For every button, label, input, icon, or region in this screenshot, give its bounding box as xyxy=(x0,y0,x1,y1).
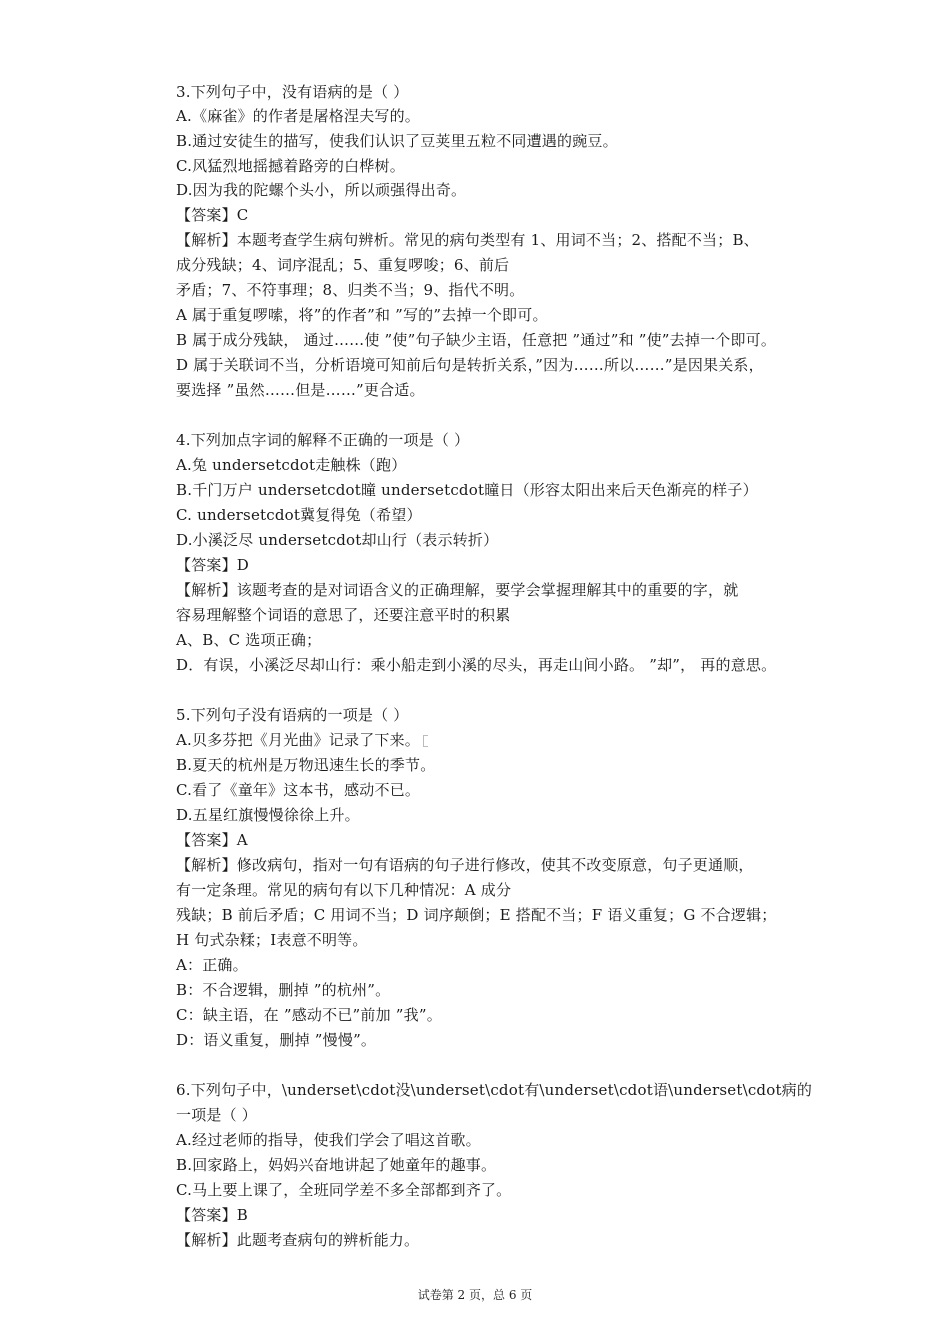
question-3-analysis: D 属于关联词不当，分析语境可知前后句是转折关系，”因为……所以……”是因果关系， xyxy=(176,356,764,374)
question-3-answer: 【答案】C xyxy=(176,206,249,224)
question-3-option-b: B.通过安徒生的描写，使我们认识了豆荚里五粒不同遭遇的豌豆。 xyxy=(176,132,618,150)
question-5-analysis: 有一定条理。常见的病句有以下几种情况：A 成分 xyxy=(176,881,512,899)
question-5-option-a-row xyxy=(176,730,428,750)
question-3-analysis: 要选择 ”虽然……但是……”更合适。 xyxy=(176,381,425,399)
question-6-option-b: B.回家路上，妈妈兴奋地讲起了她童年的趣事。 xyxy=(176,1156,497,1174)
question-6-answer: 【答案】B xyxy=(176,1206,249,1224)
question-5-analysis: H 句式杂糅；I表意不明等。 xyxy=(176,931,368,949)
question-4-option-a: A.兔 undersetcdot走触株（跑） xyxy=(176,456,407,474)
question-5-analysis: A：正确。 xyxy=(176,956,248,974)
question-4-analysis: A、B、C 选项正确； xyxy=(176,631,322,649)
question-6-stem: 一项是（ ） xyxy=(176,1106,257,1124)
question-6-option-a: A.经过老师的指导，使我们学会了唱这首歌。 xyxy=(176,1131,481,1149)
question-4-answer: 【答案】D xyxy=(176,556,250,574)
question-4-stem: 4.下列加点字词的解释不正确的一项是（ ） xyxy=(176,431,470,449)
question-3-analysis: 【解析】本题考查学生病句辨析。常见的病句类型有 1、用词不当；2、搭配不当；B、 xyxy=(176,231,759,249)
question-5-option-c: C.看了《童年》这本书，感动不已。 xyxy=(176,781,421,799)
page-footer: 试卷第 2 页，总 6 页 xyxy=(417,1288,533,1302)
scan-mark-icon xyxy=(423,735,428,747)
question-5-analysis: 【解析】修改病句，指对一句有语病的句子进行修改，使其不改变原意，句子更通顺， xyxy=(176,856,754,874)
question-4-analysis: D．有误，小溪泛尽却山行：乘小船走到小溪的尽头，再走山间小路。 ”却”， 再的意思。 xyxy=(176,656,777,674)
question-5-option-d: D.五星红旗慢慢徐徐上升。 xyxy=(176,806,360,824)
question-6-option-c: C.马上要上课了，全班同学差不多全部都到齐了。 xyxy=(176,1181,512,1199)
question-4-analysis: 容易理解整个词语的意思了，还要注意平时的积累 xyxy=(176,606,511,624)
question-4-analysis: 【解析】该题考查的是对词语含义的正确理解，要学会掌握理解其中的重要的字，就 xyxy=(176,581,739,599)
question-3-analysis: 矛盾；7、不符事理；8、归类不当；9、指代不明。 xyxy=(176,281,525,299)
question-5-analysis: D：语义重复，删掉 ”慢慢”。 xyxy=(176,1031,377,1049)
question-5-option-a: A.贝多芬把《月光曲》记录了下来。 xyxy=(176,731,421,749)
question-3-analysis: B 属于成分残缺， 通过……使 ”使”句子缺少主语，任意把 ”通过”和 ”使”去掉一个即可。 xyxy=(176,331,777,349)
question-3-analysis: A 属于重复啰嗦，将”的作者”和 ”写的”去掉一个即可。 xyxy=(176,306,548,324)
question-3-option-a: A.《麻雀》的作者是屠格涅夫写的。 xyxy=(176,107,421,125)
question-3-analysis: 成分残缺；4、词序混乱；5、重复啰唆；6、前后 xyxy=(176,256,510,274)
question-3-option-d: D.因为我的陀螺个头小，所以顽强得出奇。 xyxy=(176,181,467,199)
question-5-stem: 5.下列句子没有语病的一项是（ ） xyxy=(176,706,409,724)
question-6-analysis: 【解析】此题考查病句的辨析能力。 xyxy=(176,1231,420,1249)
question-5-option-b: B.夏天的杭州是万物迅速生长的季节。 xyxy=(176,756,436,774)
question-5-analysis: C：缺主语，在 ”感动不已”前加 ”我”。 xyxy=(176,1006,442,1024)
question-5-analysis: 残缺；B 前后矛盾；C 用词不当；D 词序颠倒；E 搭配不当；F 语义重复；G 不合逻辑； xyxy=(176,906,777,924)
question-4-option-b: B.千门万户 undersetcdot曈 undersetcdot曈日（形容太阳出来后天色渐亮的样子） xyxy=(176,481,758,499)
question-4-option-d: D.小溪泛尽 undersetcdot却山行（表示转折） xyxy=(176,531,499,549)
question-3-option-c: C.风猛烈地摇撼着路旁的白桦树。 xyxy=(176,157,405,175)
question-5-answer: 【答案】A xyxy=(176,831,248,849)
question-4-option-c: C. undersetcdot冀复得兔（希望） xyxy=(176,506,422,524)
question-3-stem: 3.下列句子中，没有语病的是（ ） xyxy=(176,83,409,101)
question-5-analysis: B：不合逻辑，删掉 ”的杭州”。 xyxy=(176,981,391,999)
question-6-stem: 6.下列句子中，\underset\cdot没\underset\cdot有\underset\cdot语\underset\cdot病的 xyxy=(176,1081,813,1099)
